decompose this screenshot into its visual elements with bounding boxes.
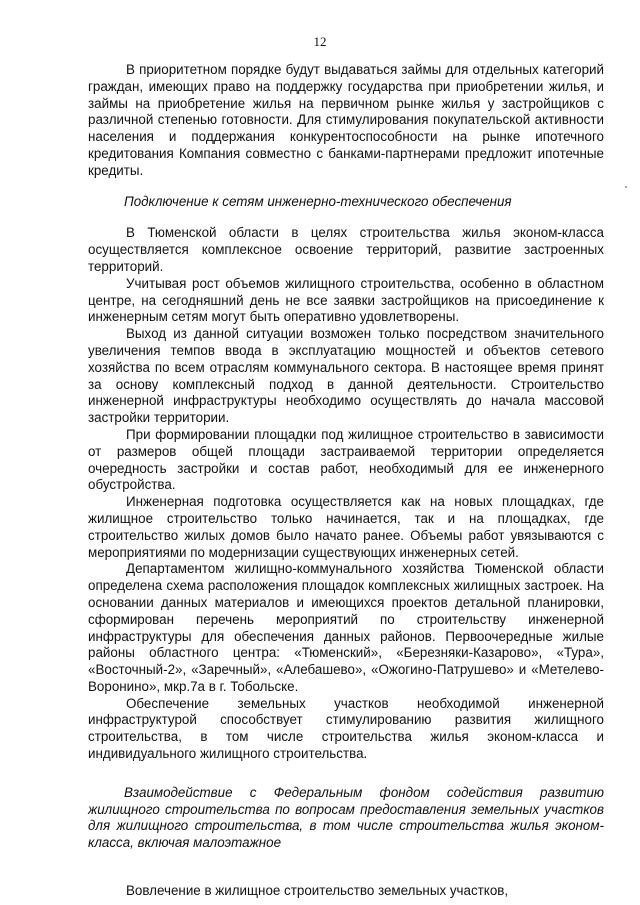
section-heading-utility-connection: Подключение к сетям инженерно-технического обеспечения [124,193,512,209]
section-heading-federal-fund: Взаимодействие с Федеральным фондом содействия развитию жилищного строительства по вопросам предоставления земельных участков для жилищного строительства, в том числе строительства жилья эконом-класса, включая малоэтажное [88,784,604,851]
paragraph-department-scheme: Департаментом жилищно-коммунального хозяйства Тюменской области определена схема расположения площадок комплексных жилищных застроек. На основании данных материалов и имеющихся проектов детальной планировки, сформирован перечень мероприятий по строительству инженерной инфраструктуры для обеспечения данных районов. Первоочередные жилые районы областного центра: «Тюменский», «Березняки-Казарово», «Тура», «Восточный-2», «Заречный», «Алебашево», «Ожогино-Патрушево» и «Метелево-Воронино», мкр.7а в г. Тобольске. [88,561,604,694]
paragraph-connection-requests: Учитывая рост объемов жилищного строительства, особенно в областном центре, на сегодняшний день не все заявки застройщиков на присоединение к инженерным сетям могут быть оперативно удовлетворены. [88,275,604,325]
paragraph-engineering-preparation: Инженерная подготовка осуществляется как на новых площадках, где жилищное строительство только начинается, так и на площадках, где строительство жилых домов было начато ранее. Объемы работ увязываются с мероприятиями по модернизации существующих инженерных сетей. [88,494,604,560]
paragraph-land-involvement: Вовлечение в жилищное строительство земельных участков, [126,883,509,899]
paragraph-land-provision: Обеспечение земельных участков необходимой инженерной инфраструктурой способствует стимулированию развития жилищного строительства, в том числе строительства жилья эконом-класса и индивидуального жилищного строительства. [88,695,604,762]
paragraph-site-formation: При формировании площадки под жилищное строительство в зависимости от размеров общей площади застраиваемой территории определяется очередность застройки и состав работ, необходимый для ее инженерного обустройства. [88,426,604,493]
document-body [88,62,604,900]
paragraph-solution: Выход из данной ситуации возможен только посредством значительного увеличения темпов ввода в эксплуатацию мощностей и объектов сетевого хозяйства по всем отраслям коммунального сектора. В настоящее время принят за основу комплексный подход в данной деятельности. Строительство инженерной инфраструктуры необходимо осуществлять до начала массовой застройки территории. [88,326,604,426]
margin-mark [625,186,627,188]
page-number: 12 [313,34,327,49]
paragraph-complex-development: В Тюменской области в целях строительства жилья эконом-класса осуществляется комплексное освоение территорий, развитие застроенных территорий. [88,225,604,274]
paragraph-loans: В приоритетном порядке будут выдаваться займы для отдельных категорий граждан, имеющих право на поддержку государства при приобретении жилья, и займы на приобретение жилья на первичном рынке жилья у застройщиков с различной степенью готовности. Для стимулирования покупательской активности населения и поддержания конкурентоспособности на рынке ипотечного кредитования Компания совместно с банками-партнерами предложит ипотечные кредиты. [88,62,604,178]
